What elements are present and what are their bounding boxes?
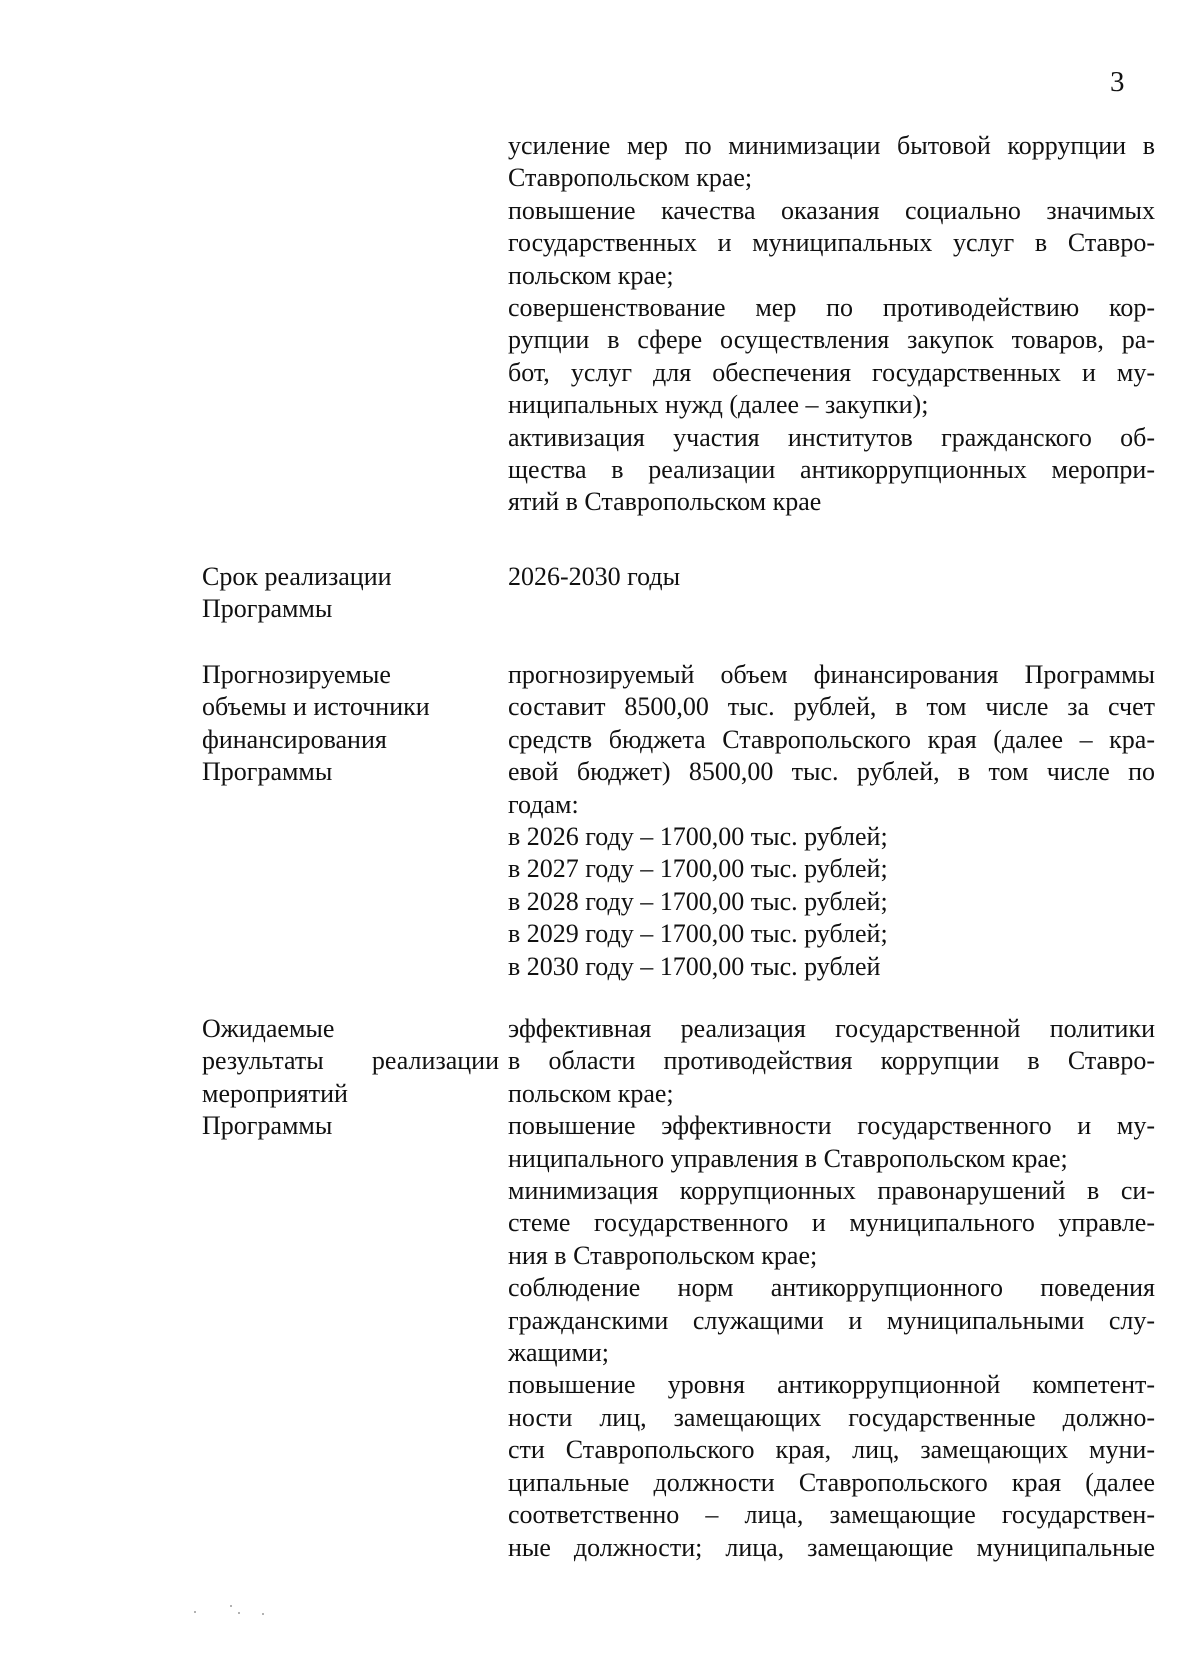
text-line: в 2027 году – 1700,00 тыс. рублей; xyxy=(508,854,888,884)
text-line: 2026-2030 годы xyxy=(508,562,681,591)
text-line: составит 8500,00 тыс. рублей, в том числе за счет xyxy=(508,692,1155,722)
text-line: ниципальных нужд (далее – закупки); xyxy=(508,390,929,420)
scan-speck xyxy=(230,1605,232,1607)
text-line: усиление мер по минимизации бытовой коррупции в xyxy=(508,131,1155,160)
text-line: в области противодействия коррупции в Ставро- xyxy=(508,1046,1155,1076)
text-line: в 2026 году – 1700,00 тыс. рублей; xyxy=(508,822,888,852)
text-line: соответственно – лица, замещающие государствен- xyxy=(508,1500,1155,1530)
text-line: в 2030 году – 1700,00 тыс. рублей xyxy=(508,951,881,981)
page-number: 3 xyxy=(1110,66,1125,98)
text-line: ниципального управления в Ставропольском крае; xyxy=(508,1143,1068,1173)
expected-results-label xyxy=(202,1013,502,1143)
text-line: стеме государственного и муниципального управле- xyxy=(508,1208,1155,1238)
label-line: результаты реализации xyxy=(202,1046,499,1076)
label-line: Программы xyxy=(202,1111,333,1141)
label-line: Программы xyxy=(202,757,333,787)
label-line: финансирования xyxy=(202,724,387,754)
text-line: повышение эффективности государственного и му- xyxy=(508,1111,1155,1141)
text-line: минимизация коррупционных правонарушений в си- xyxy=(508,1176,1155,1206)
expected-results-value xyxy=(508,1013,1155,1564)
text-line: бот, услуг для обеспечения государственных и му- xyxy=(508,357,1155,387)
text-line: соблюдение норм антикоррупционного поведения xyxy=(508,1273,1155,1303)
text-line: ципальные должности Ставропольского края (далее xyxy=(508,1467,1155,1497)
text-line: повышение уровня антикоррупционной компетент- xyxy=(508,1370,1155,1400)
text-line: евой бюджет) 8500,00 тыс. рублей, в том числе по xyxy=(508,757,1155,787)
label-line: Программы xyxy=(202,594,333,624)
text-line: Ставропольском крае; xyxy=(508,163,753,193)
financing-label xyxy=(202,659,502,789)
scan-speck xyxy=(194,1611,196,1613)
scan-speck xyxy=(262,1613,264,1615)
label-line: Срок реализации xyxy=(202,562,392,591)
text-line: активизация участия институтов гражданского об- xyxy=(508,422,1155,452)
label-line: объемы и источники xyxy=(202,692,430,722)
text-line: ные должности; лица, замещающие муниципальные xyxy=(508,1532,1155,1562)
text-line: повышение качества оказания социально значимых xyxy=(508,195,1155,225)
text-line: средств бюджета Ставропольского края (далее – кра- xyxy=(508,724,1155,754)
term-value xyxy=(508,561,1155,593)
text-line: сти Ставропольского края, лиц, замещающих муни- xyxy=(508,1435,1155,1465)
text-line: ния в Ставропольском крае; xyxy=(508,1240,818,1270)
text-line: государственных и муниципальных услуг в Ставро- xyxy=(508,228,1155,258)
text-line: рупции в сфере осуществления закупок товаров, ра- xyxy=(508,325,1155,355)
term-label xyxy=(202,561,502,626)
scan-speck xyxy=(238,1612,240,1614)
label-line: Прогнозируемые xyxy=(202,660,391,689)
text-line: годам: xyxy=(508,789,579,819)
text-line: польском крае; xyxy=(508,1078,674,1108)
text-line: гражданскими служащими и муниципальными слу- xyxy=(508,1305,1155,1335)
text-line: в 2029 году – 1700,00 тыс. рублей; xyxy=(508,919,888,949)
text-line: ности лиц, замещающих государственные должно- xyxy=(508,1402,1155,1432)
text-line: польском крае; xyxy=(508,260,674,290)
goals-continuation-text xyxy=(508,130,1155,519)
text-line: ятий в Ставропольском крае xyxy=(508,487,822,517)
text-line: щества в реализации антикоррупционных меропри- xyxy=(508,455,1155,485)
text-line: эффективная реализация государственной политики xyxy=(508,1014,1155,1043)
label-line: Ожидаемые xyxy=(202,1014,335,1043)
label-line: мероприятий xyxy=(202,1078,348,1108)
text-line: прогнозируемый объем финансирования Программы xyxy=(508,660,1155,689)
text-line: в 2028 году – 1700,00 тыс. рублей; xyxy=(508,886,888,916)
text-line: совершенствование мер по противодействию кор- xyxy=(508,293,1155,323)
text-line: жащими; xyxy=(508,1338,610,1368)
financing-value xyxy=(508,659,1155,983)
